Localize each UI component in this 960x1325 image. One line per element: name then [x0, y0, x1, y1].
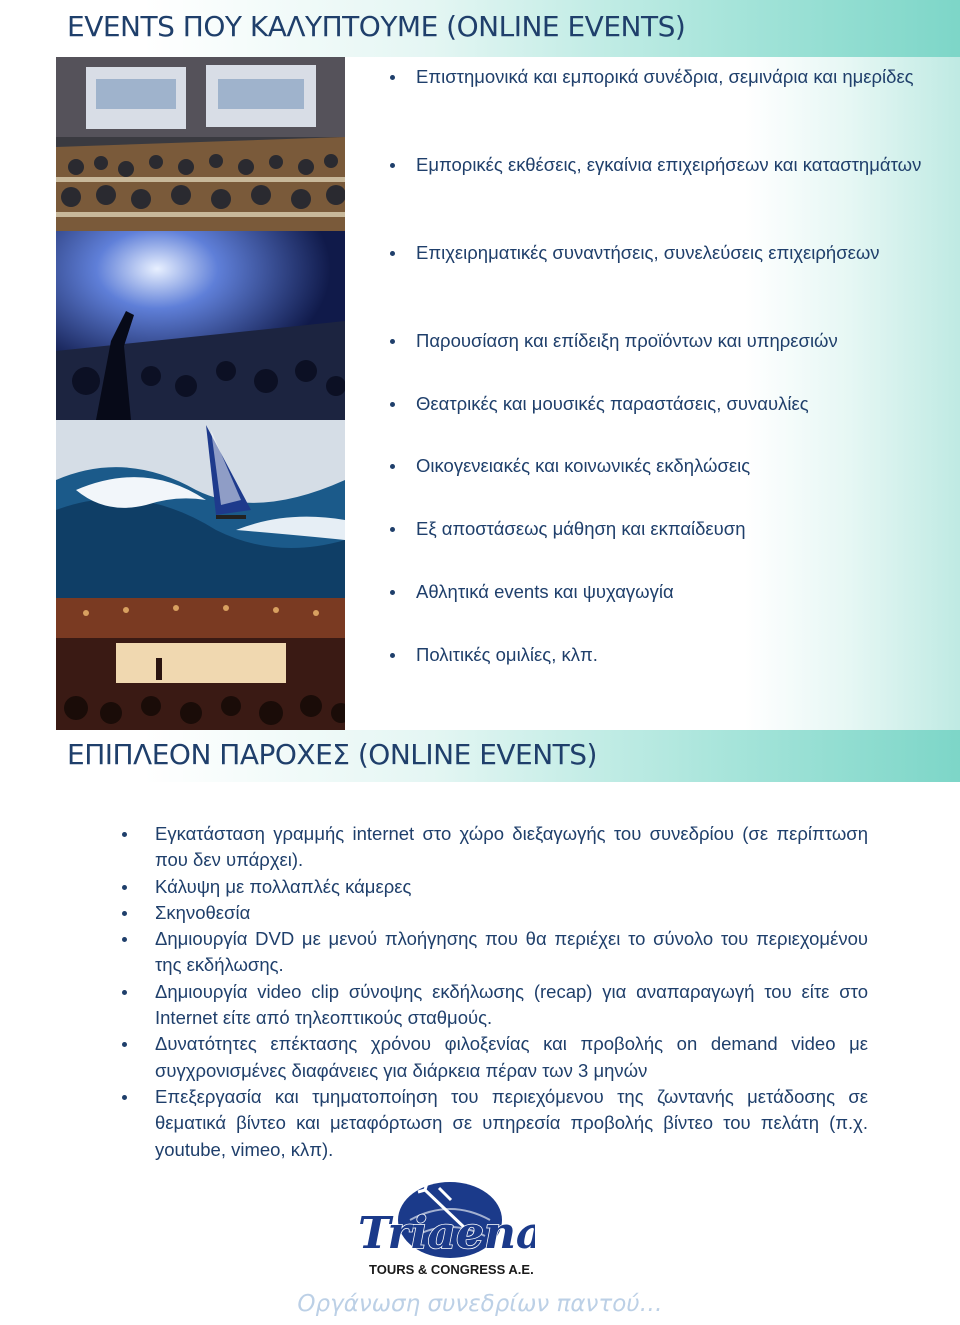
- list-item: Σκηνοθεσία: [120, 900, 868, 926]
- windsurf-photo: [56, 420, 345, 598]
- list-item: Αθλητικά events και ψυχαγωγία: [390, 579, 930, 605]
- theater-photo: [56, 598, 345, 730]
- list-item: Επιστημονικά και εμπορικά συνέδρια, σεμινάρια και ημερίδες: [390, 64, 930, 90]
- list-item: Επιχειρηματικές συναντήσεις, συνελεύσεις επιχειρήσεων: [390, 240, 930, 266]
- list-item: Θεατρικές και μουσικές παραστάσεις, συναυλίες: [390, 391, 930, 417]
- list-item: Πολιτικές ομιλίες, κλπ.: [390, 642, 930, 668]
- company-logo: [355, 1178, 535, 1278]
- list-item: Εμπορικές εκθέσεις, εγκαίνια επιχειρήσεων και καταστημάτων: [390, 152, 930, 178]
- list-item: Δημιουργία video clip σύνοψης εκδήλωσης (recap) για αναπαραγωγή του είτε στο Internet είτε από τηλεοπτικούς σταθμούς.: [120, 979, 868, 1032]
- logo-subtitle: TOURS & CONGRESS A.E.: [369, 1262, 534, 1277]
- section-title-events: EVENTS ΠΟΥ ΚΑΛΥΠΤΟΥΜΕ (ONLINE EVENTS): [67, 10, 686, 43]
- conference-photo: [56, 57, 345, 231]
- tagline: Οργάνωση συνεδρίων παντού…: [297, 1291, 663, 1317]
- logo-wordmark: Triaena: [358, 1208, 535, 1259]
- list-item: Παρουσίαση και επίδειξη προϊόντων και υπηρεσιών: [390, 328, 930, 354]
- list-item: Επεξεργασία και τμηματοποίηση του περιεχόμενου της ζωντανής μετάδοσης σε θεματικά βίντεο και μεταφόρτωση σε υπηρεσία προβολής βίντεο του πελάτη (π.χ. youtube, vimeo, κλπ).: [120, 1084, 868, 1163]
- list-item: Δυνατότητες επέκτασης χρόνου φιλοξενίας και προβολής on demand video με συγχρονισμένες διαφάνειες για διάρκεια πέραν των 3 μηνών: [120, 1031, 868, 1084]
- list-item: Δημιουργία DVD με μενού πλοήγησης που θα περιέχει το σύνολο του περιεχομένου της εκδήλωσης.: [120, 926, 868, 979]
- list-item: Εγκατάσταση γραμμής internet στο χώρο διεξαγωγής του συνεδρίου (σε περίπτωση που δεν υπάρχει).: [120, 821, 868, 874]
- list-item: Οικογενειακές και κοινωνικές εκδηλώσεις: [390, 453, 930, 479]
- section-title-extras: ΕΠΙΠΛΕΟΝ ΠΑΡΟΧΕΣ (ONLINE EVENTS): [67, 738, 597, 771]
- concert-photo: [56, 231, 345, 420]
- extras-list: [120, 821, 868, 1163]
- list-item: Κάλυψη με πολλαπλές κάμερες: [120, 874, 868, 900]
- list-item: Εξ αποστάσεως μάθηση και εκπαίδευση: [390, 516, 930, 542]
